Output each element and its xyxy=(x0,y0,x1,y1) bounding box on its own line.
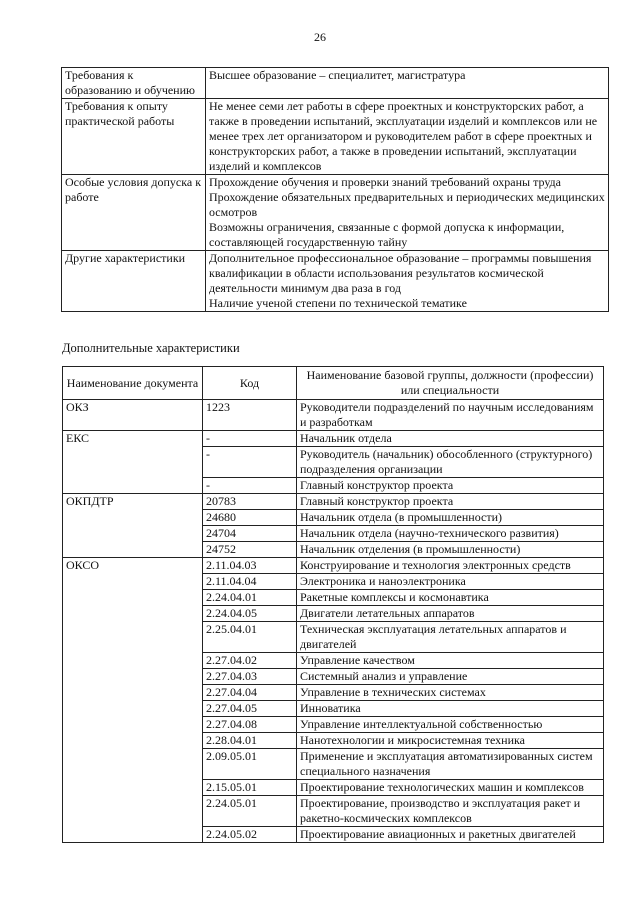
requirement-value xyxy=(206,175,609,251)
additional-characteristics-title: Дополнительные характеристики xyxy=(62,341,240,355)
requirement-row xyxy=(62,175,609,251)
page-number: 26 xyxy=(314,30,326,44)
table-row xyxy=(63,558,604,574)
document-cell: ОКЗ xyxy=(63,400,203,431)
requirement-value xyxy=(206,68,609,99)
document-cell: ЕКС xyxy=(63,431,203,494)
name-cell: Нанотехнологии и микросистемная техника xyxy=(297,733,604,749)
requirement-line: Высшее образование – специалитет, магистратура xyxy=(209,68,466,82)
code-cell: 2.11.04.04 xyxy=(203,574,297,590)
name-cell: Главный конструктор проекта xyxy=(297,478,604,494)
code-cell: 2.27.04.04 xyxy=(203,685,297,701)
requirement-line: Не менее семи лет работы в сфере проектных и конструкторских работ, а также в проведении испытаний, эксплуатации изделий и комплексов или не менее трех лет организатором и руководителем работ в сфере проектных и конструкторских работ, а также в проведении испытаний, эксплуатации изделий и комплексов xyxy=(209,99,598,173)
code-cell: - xyxy=(203,447,297,478)
name-cell: Начальник отделения (в промышленности) xyxy=(297,542,604,558)
name-cell: Управление интеллектуальной собственностью xyxy=(297,717,604,733)
code-cell: 2.28.04.01 xyxy=(203,733,297,749)
document-cell: ОКСО xyxy=(63,558,203,843)
name-cell: Применение и эксплуатация автоматизированных систем специального назначения xyxy=(297,749,604,780)
name-cell: Техническая эксплуатация летательных аппаратов и двигателей xyxy=(297,622,604,653)
name-cell: Проектирование технологических машин и комплексов xyxy=(297,780,604,796)
requirement-line: Прохождение обязательных предварительных и периодических медицинских осмотров xyxy=(209,190,605,219)
name-cell: Инноватика xyxy=(297,701,604,717)
code-cell: - xyxy=(203,431,297,447)
name-cell: Начальник отдела (научно-технического развития) xyxy=(297,526,604,542)
table-row xyxy=(63,400,604,431)
name-cell: Электроника и наноэлектроника xyxy=(297,574,604,590)
requirement-label: Другие характеристики xyxy=(62,251,206,312)
code-cell: 2.27.04.08 xyxy=(203,717,297,733)
name-cell: Управление в технических системах xyxy=(297,685,604,701)
code-cell: 24680 xyxy=(203,510,297,526)
code-cell: 2.25.04.01 xyxy=(203,622,297,653)
name-cell: Руководитель (начальник) обособленного (структурного) подразделения организации xyxy=(297,447,604,478)
code-cell: 24752 xyxy=(203,542,297,558)
name-cell: Начальник отдела xyxy=(297,431,604,447)
additional-characteristics-table xyxy=(62,366,604,843)
table-row xyxy=(63,431,604,447)
name-cell: Проектирование, производство и эксплуатация ракет и ракетно-космических комплексов xyxy=(297,796,604,827)
header-document: Наименование документа xyxy=(63,367,203,400)
name-cell: Проектирование авиационных и ракетных двигателей xyxy=(297,827,604,843)
name-cell: Системный анализ и управление xyxy=(297,669,604,685)
name-cell: Руководители подразделений по научным исследованиям и разработкам xyxy=(297,400,604,431)
header-code: Код xyxy=(203,367,297,400)
requirement-label: Требования к образованию и обучению xyxy=(62,68,206,99)
code-cell: 2.27.04.03 xyxy=(203,669,297,685)
requirement-line: Наличие ученой степени по технической тематике xyxy=(209,296,467,310)
code-cell: 24704 xyxy=(203,526,297,542)
requirements-table xyxy=(61,67,609,312)
requirement-value xyxy=(206,99,609,175)
code-cell: 2.24.05.01 xyxy=(203,796,297,827)
code-cell: 2.27.04.05 xyxy=(203,701,297,717)
requirement-line: Возможны ограничения, связанные с формой допуска к информации, составляющей государственную тайну xyxy=(209,220,565,249)
requirement-line: Прохождение обучения и проверки знаний требований охраны труда xyxy=(209,175,561,189)
code-cell: 2.24.05.02 xyxy=(203,827,297,843)
table-row xyxy=(63,494,604,510)
requirement-row xyxy=(62,99,609,175)
code-cell: 2.11.04.03 xyxy=(203,558,297,574)
name-cell: Управление качеством xyxy=(297,653,604,669)
code-cell: 20783 xyxy=(203,494,297,510)
requirement-line: Дополнительное профессиональное образование – программы повышения квалификации в области использования результатов космической деятельности минимум два раза в год xyxy=(209,251,592,295)
code-cell: 1223 xyxy=(203,400,297,431)
code-cell: - xyxy=(203,478,297,494)
code-cell: 2.24.04.05 xyxy=(203,606,297,622)
header-name: Наименование базовой группы, должности (профессии) или специальности xyxy=(297,367,604,400)
requirement-row xyxy=(62,251,609,312)
name-cell: Двигатели летательных аппаратов xyxy=(297,606,604,622)
requirement-label: Особые условия допуска к работе xyxy=(62,175,206,251)
code-cell: 2.24.04.01 xyxy=(203,590,297,606)
name-cell: Конструирование и технология электронных средств xyxy=(297,558,604,574)
code-cell: 2.15.05.01 xyxy=(203,780,297,796)
name-cell: Главный конструктор проекта xyxy=(297,494,604,510)
code-cell: 2.09.05.01 xyxy=(203,749,297,780)
name-cell: Начальник отдела (в промышленности) xyxy=(297,510,604,526)
document-cell: ОКПДТР xyxy=(63,494,203,558)
code-cell: 2.27.04.02 xyxy=(203,653,297,669)
requirement-row xyxy=(62,68,609,99)
requirement-label: Требования к опыту практической работы xyxy=(62,99,206,175)
table-header-row xyxy=(63,367,604,400)
name-cell: Ракетные комплексы и космонавтика xyxy=(297,590,604,606)
requirement-value xyxy=(206,251,609,312)
